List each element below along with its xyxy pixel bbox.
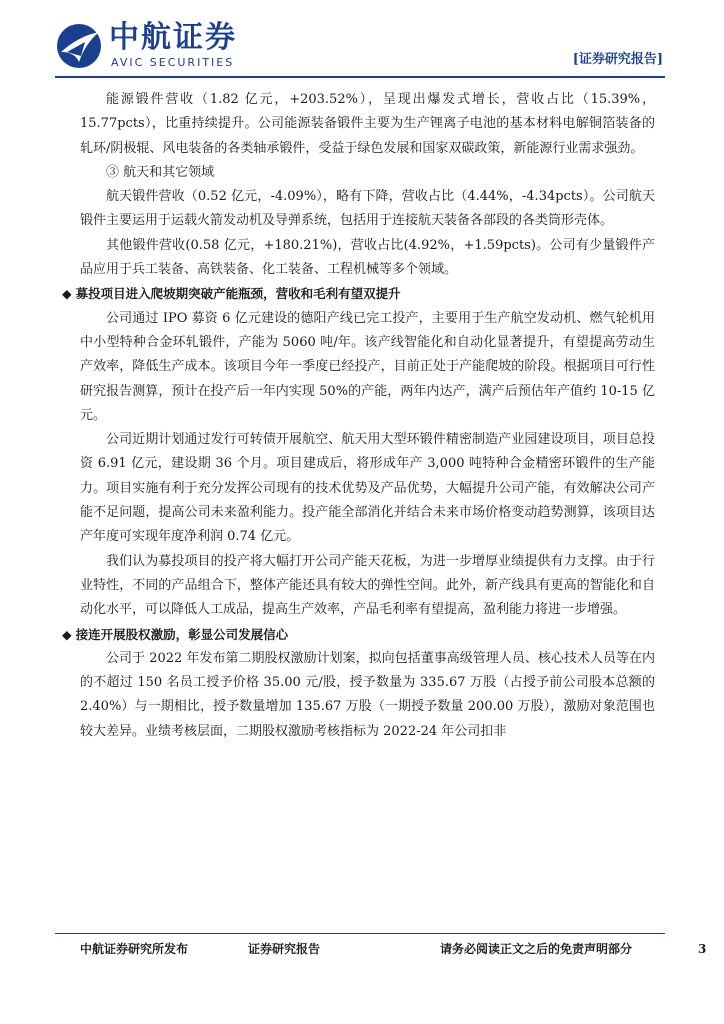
- diamond-bullet-icon: ◆: [62, 626, 72, 642]
- report-body: [62, 88, 655, 744]
- body-paragraph: 航天锻件营收（0.52 亿元，-4.09%），略有下降，营收占比（4.44%，-4.34pcts）。公司航天锻件主要运用于运载火箭发动机及导弹系统，包括用于连接航天装备各部段的各类筒形壳体。: [80, 189, 655, 229]
- footer-publisher: 中航证券研究所发布: [80, 942, 189, 956]
- footer-disclaimer: 请务必阅读正文之后的免责声明部分: [440, 942, 633, 956]
- header-divider: [55, 76, 665, 78]
- body-paragraph: 公司于 2022 年发布第二期股权激励计划案，拟向包括董事高级管理人员、核心技术人员等在内的不超过 150 名员工授予价格 35.00 元/股，授予数量为 335.67 万股（占授予前公司股本总额的 2.40%）与一期相比，授予数量增加 135.67 万股（一期授予数量 200.00 万股），激励对象范围也较大差异。业绩考核层面，二期股权激励考核指标为 2022-24 年公司扣非: [80, 650, 655, 739]
- avic-logo-icon: [55, 22, 103, 70]
- page-number: 3: [698, 942, 707, 956]
- body-paragraph: 公司近期计划通过发行可转债开展航空、航天用大型环锻件精密制造产业园建设项目，项目总投资 6.91 亿元，建设期 36 个月。项目建成后，将形成年产 3,000 吨特种合金精密环锻件的生产能力。项目实施有利于充分发挥公司现有的技术优势及产品优势，大幅提升公司产能，有效解决公司产能不足问题，提高公司未来盈利能力。投产能全部消化并结合未来市场价格变动趋势测算，该项目达产年度可实现年度净利润 0.74 亿元。: [80, 432, 655, 545]
- diamond-bullet-icon: ◆: [62, 286, 72, 302]
- subsection-label: ③ 航天和其它领域: [106, 164, 215, 180]
- page-header: [55, 18, 665, 78]
- section-heading-text: 接连开展股权激励，彰显公司发展信心: [75, 626, 289, 642]
- logo-english-name: AVIC SECURITIES: [111, 56, 235, 69]
- section-heading: [62, 282, 655, 306]
- report-type-tag: [证券研究报告]: [572, 52, 663, 67]
- section-heading: [62, 623, 655, 647]
- body-paragraph: 我们认为募投项目的投产将大幅打开公司产能天花板，为进一步增厚业绩提供有力支撑。由于行业特性，不同的产品组合下，整体产能还具有较大的弹性空间。此外，新产线具有更高的智能化和自动化水平，可以降低人工成品，提高生产效率，产品毛利率有望提高，盈利能力将进一步增强。: [80, 553, 655, 618]
- body-paragraph: 公司通过 IPO 募资 6 亿元建设的德阳产线已完工投产，主要用于生产航空发动机、燃气轮机用中小型特种合金环轧锻件，产能为 5060 吨/年。该产线智能化和自动化显著提升，有望提高劳动生产效率，降低生产成本。该项目今年一季度已经投产，目前正处于产能爬坡的阶段。根据项目可行性研究报告测算，预计在投产后一年内实现 50%的产能，两年内达产，满产后预估年产值约 10-15 亿元。: [80, 310, 655, 423]
- body-paragraph: 能源锻件营收（1.82 亿元，+203.52%），呈现出爆发式增长，营收占比（15.39%，15.77pcts），比重持续提升。公司能源装备锻件主要为生产锂离子电池的基本材料电解铜箔装备的轧环/阴极辊、风电装备的各类轴承锻件，受益于绿色发展和国家双碳政策，新能源行业需求强劲。: [80, 92, 655, 156]
- body-paragraph: 其他锻件营收(0.58 亿元，+180.21%)，营收占比(4.92%，+1.59pcts)。公司有少量锻件产品应用于兵工装备、高铁装备、化工装备、工程机械等多个领域。: [80, 237, 655, 278]
- footer-report-type: 证券研究报告: [248, 942, 321, 956]
- section-heading-text: 募投项目进入爬坡期突破产能瓶颈，营收和毛利有望双提升: [75, 286, 401, 302]
- footer-divider: [55, 933, 665, 934]
- logo-chinese-name: 中航证券: [109, 20, 237, 55]
